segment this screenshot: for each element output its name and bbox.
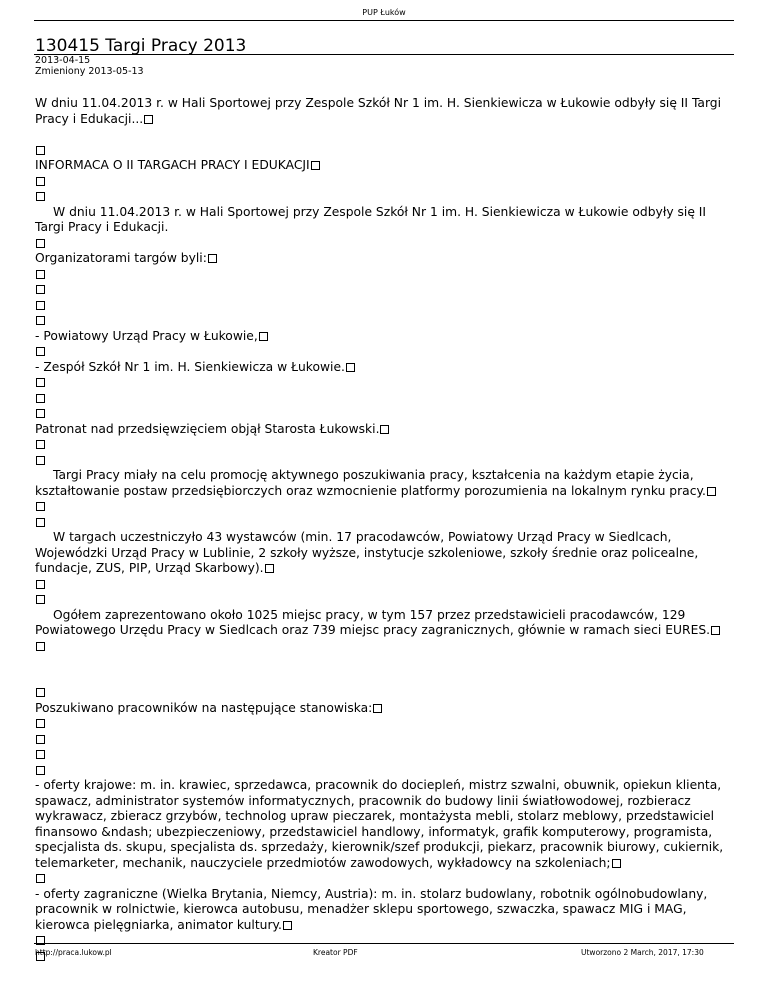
missing-glyph-icon [36,378,45,387]
missing-glyph-icon [711,626,720,635]
article-modified: Zmieniony 2013-05-13 [35,66,144,77]
article-date: 2013-04-15 [35,55,91,66]
missing-glyph-icon [36,316,45,325]
title-divider [34,54,734,55]
missing-glyph-icon [311,161,320,170]
missing-glyph-icon [36,409,45,418]
missing-glyph-icon [36,177,45,186]
article-title: 130415 Targi Pracy 2013 [35,36,247,56]
section-heading: INFORMACA O II TARGACH PRACY I EDUKACJI [35,158,735,174]
missing-glyph-icon [36,766,45,775]
header-divider [34,20,734,21]
missing-glyph-icon [36,719,45,728]
missing-glyph-icon [707,487,716,496]
positions-label: Poszukiwano pracowników na następujące stanowiska: [35,701,735,717]
missing-glyph-icon [36,394,45,403]
missing-glyph-icon [36,518,45,527]
missing-glyph-icon [36,192,45,201]
missing-glyph-icon [346,363,355,372]
foreign-offers: - oferty zagraniczne (Wielka Brytania, Niemcy, Austria): m. in. stolarz budowlany, robotnik ogólnobudowlany, pracownik w rolnictwie, kierowca autobusu, menadżer sklepu sportowego, szwaczka, spawacz MIG i MAG, kierowca pielęgniarka, animator kultury. [35,886,708,932]
missing-glyph-icon [36,239,45,248]
missing-glyph-icon [36,347,45,356]
missing-glyph-icon [380,425,389,434]
missing-glyph-icon [36,580,45,589]
missing-glyph-icon [36,270,45,279]
missing-glyph-icon [36,688,45,697]
missing-glyph-icon [36,595,45,604]
header-site-name: PUP Łuków [362,8,406,17]
missing-glyph-icon [144,115,153,124]
domestic-offers: - oferty krajowe: m. in. krawiec, sprzedawca, pracownik do dociepleń, mistrz szwalni, obuwnik, opiekun klienta, spawacz, administrator systemów informatycznych, pracownik do budowy linii światłowodowej, rozbieracz wykrawacz, zbieracz grzybów, technolog upraw pieczarek, montażysta mebli, stolarz meblowy, przedstawiciel finansowo &ndash; ubezpieczeniowy, przedstawiciel handlowy, informatyk, grafik komputerowy, programista, specjalista ds. skupu, specjalista ds. sprzedaży, kierownik/szef produkcji, piekarz, pracownik biurowy, cukiernik, telemarketer, mechanik, nauczyciele przedmiotów zawodowych, wykładowcy na szkoleniach; [35,778,724,870]
missing-glyph-icon [283,921,292,930]
paragraph-4: Ogółem zaprezentowano około 1025 miejsc pracy, w tym 157 przez przedstawicieli pracodawców, 129 Powiatowego Urzędu Pracy w Siedlcach oraz 739 miejsc pracy zagranicznych, głównie w ramach sieci EURES. [35,608,735,639]
missing-glyph-icon [36,502,45,511]
missing-glyph-icon [36,456,45,465]
article-body [35,96,735,964]
organizer-item: - Powiatowy Urząd Pracy w Łukowie, [35,329,735,345]
patronage-paragraph: Patronat nad przedsięwzięciem objął Starosta Łukowski. [35,422,735,438]
paragraph-1: W dniu 11.04.2013 r. w Hali Sportowej przy Zespole Szkół Nr 1 im. H. Sienkiewicza w Łukowie odbyły się II Targi Pracy i Edukacji. [35,204,707,234]
footer-creator: Kreator PDF [313,948,358,957]
missing-glyph-icon [36,440,45,449]
footer-created-date: Utworzono 2 March, 2017, 17:30 [581,948,704,957]
missing-glyph-icon [36,146,45,155]
missing-glyph-icon [612,859,621,868]
missing-glyph-icon [36,735,45,744]
missing-glyph-icon [259,332,268,341]
missing-glyph-icon [36,874,45,883]
missing-glyph-icon [36,301,45,310]
intro-paragraph: W dniu 11.04.2013 r. w Hali Sportowej przy Zespole Szkół Nr 1 im. H. Sienkiewicza w Łukowie odbyły się II Targi Pracy i Edukacji... [35,96,722,126]
missing-glyph-icon [36,750,45,759]
footer-url: http://praca.lukow.pl [35,948,112,957]
footer-divider [34,943,734,944]
organizer-item: - Zespół Szkół Nr 1 im. H. Sienkiewicza w Łukowie. [35,360,735,376]
missing-glyph-icon [208,254,217,263]
missing-glyph-icon [36,285,45,294]
missing-glyph-icon [265,564,274,573]
paragraph-2: Targi Pracy miały na celu promocję aktywnego poszukiwania pracy, kształcenia na każdym etapie życia, kształtowanie postaw przedsiębiorczych oraz wzmocnienie platformy porozumienia na lokalnym rynku pracy. [35,468,735,499]
missing-glyph-icon [36,642,45,651]
missing-glyph-icon [373,704,382,713]
paragraph-3: W targach uczestniczyło 43 wystawców (min. 17 pracodawców, Powiatowy Urząd Pracy w Siedlcach, Wojewódzki Urząd Pracy w Lublinie, 2 szkoły wyższe, instytucje szkoleniowe, szkoły średnie oraz policealne, fundacje, ZUS, PIP, Urząd Skarbowy). [35,530,699,575]
organizers-label: Organizatorami targów byli: [35,251,735,267]
